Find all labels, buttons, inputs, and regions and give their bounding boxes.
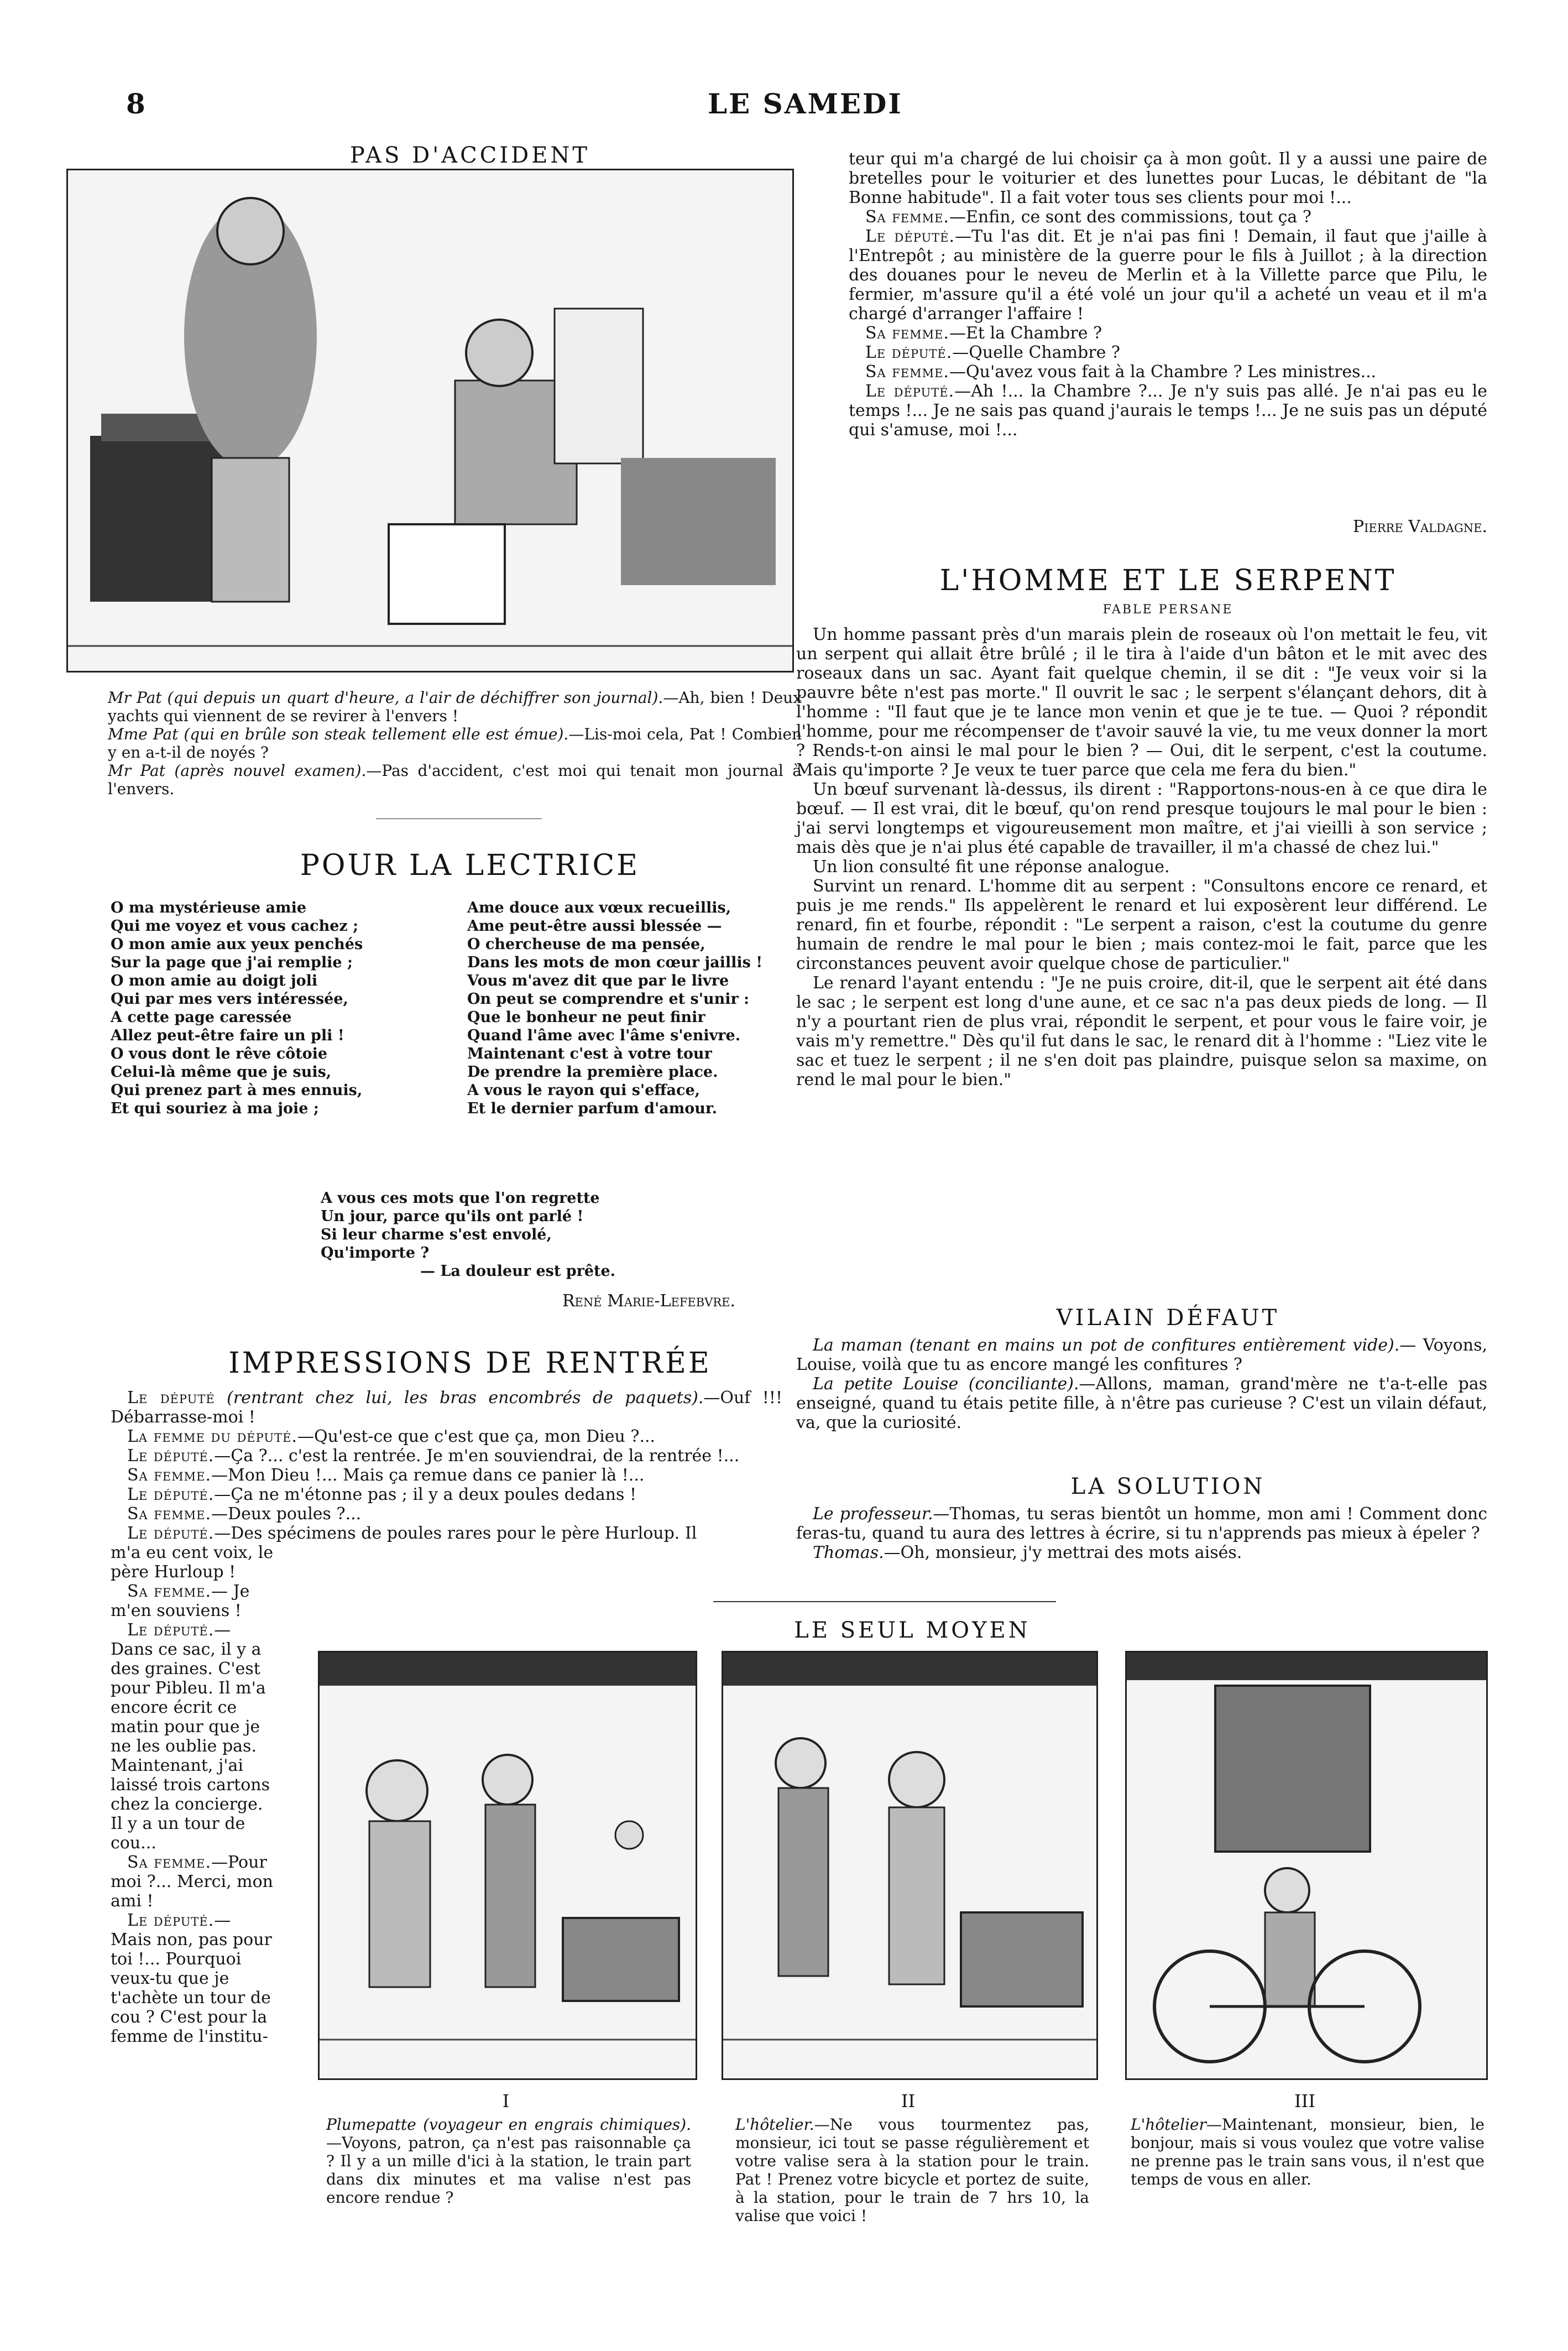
panel-2-drawing <box>723 1653 1096 2078</box>
poem-left-column: O ma mystérieuse amie Qui me voyez et vous cachez ; O mon amie aux yeux penchés Sur la page que j'ai remplie ; O mon amie au doigt joli Qui par mes vers intéressée, A cette page caressée Allez peut-être faire un pli ! O vous dont le rêve côtoie Celui-là même que je suis, Qui prenez part à mes ennuis, Et qui souriez à ma joie ; <box>111 899 363 1117</box>
impressions-narrow-text: m'a eu cent voix, le père Hurloup ! Sa femme.— Je m'en souviens ! Le député.— Dans ce sac, il y a des graines. C'est pour Pibleu. Il m'a encore écrit ce matin pour que je ne les oublie pas. Maintenant, j'ai laissé trois cartons chez la concierge. Il y a un tour de cou... Sa femme.—Pour moi ?... Merci, mon ami ! Le député.— Mais non, pas pour toi !... Pourquoi veux-tu que je t'achète un tour de cou ? C'est pour la femme de l'institu- <box>111 1543 274 2046</box>
accident-caption: Mr Pat (qui depuis un quart d'heure, a l'air de déchiffrer son journal).—Ah, bien ! Deux yachts qui viennent de se revirer à l'envers ! Mme Pat (qui en brûle son steak tellement elle est émue).—Lis-moi cela, Pat ! Combien y en a-t-il de noyés ? Mr Pat (après nouvel examen).—Pas d'accident, c'est moi qui tenait mon journal à l'envers. <box>108 689 802 798</box>
impressions-signature: Pierre Valdagne. <box>1352 517 1487 536</box>
comic-panel-3 <box>1125 1651 1488 2080</box>
comic-panel-2 <box>722 1651 1098 2080</box>
accident-illustration <box>66 169 794 673</box>
accident-title: PAS D'ACCIDENT <box>349 143 590 168</box>
panel-3-number: III <box>1294 2091 1315 2112</box>
serpent-title: L'HOMME ET LE SERPENT <box>939 564 1397 597</box>
lectrice-title: POUR LA LECTRICE <box>300 849 640 882</box>
vilain-title: VILAIN DÉFAUT <box>1056 1305 1280 1331</box>
impressions-wide-text: Le député (rentrant chez lui, les bras encombrés de paquets).—Ouf !!! Débarrasse-moi ! La femme du député.—Qu'est-ce que c'est que ça, mon Dieu ?... Le député.—Ça ?... c'est la rentrée. Je m'en souviendrai, de la rentrée !... Sa femme.—Mon Dieu !... Mais ça remue dans ce panier là !... Le député.—Ça ne m'étonne pas ; il y a deux poules dedans ! Sa femme.—Deux poules ?... Le député.—Des spécimens de poules rares pour le père Hurloup. Il <box>111 1388 783 1543</box>
poem-final-stanza: A vous ces mots que l'on regrette Un jour, parce qu'ils ont parlé ! Si leur charme s'est envolé, Qu'importe ? — La douleur est prête. <box>321 1190 616 1280</box>
impressions-title: IMPRESSIONS DE RENTRÉE <box>228 1347 712 1380</box>
panel-1-number: I <box>502 2091 510 2112</box>
vilain-text: La maman (tenant en mains un pot de confitures entièrement vide).— Voyons, Louise, voilà que tu as encore mangé les confitures ? La petite Louise (conciliante).—Allons, maman, grand'mère ne t'a-t-elle pas enseigné, quand tu étais petite fille, à n'être pas curieuse ? C'est un vilain défaut, va, que la curiosité. <box>796 1336 1487 1432</box>
kitchen-scene-drawing <box>68 170 792 671</box>
serpent-subtitle: FABLE PERSANE <box>1102 603 1234 617</box>
solution-text: Le professeur.—Thomas, tu seras bientôt un homme, mon ami ! Comment donc feras-tu, quand tu aura des lettres à écrire, si tu n'apprends pas mieux à épeler ? Thomas.—Oh, monsieur, j'y mettrai des mots aisés. <box>796 1504 1488 1562</box>
poem-right-column: Ame douce aux vœux recueillis, Ame peut-être aussi blessée — O chercheuse de ma pensée, Dans les mots de mon cœur jaillis ! Vous m'avez dit que par le livre On peut se comprendre et s'unir : Que le bonheur ne peut finir Quand l'âme avec l'âme s'enivre. Maintenant c'est à votre tour De prendre la première place. A vous le rayon qui s'efface, Et le dernier parfum d'amour. <box>467 899 763 1117</box>
panel-2-number: II <box>901 2091 916 2112</box>
panel-3-drawing <box>1127 1653 1486 2078</box>
solution-title: LA SOLUTION <box>1070 1474 1266 1499</box>
seul-moyen-title: LE SEUL MOYEN <box>794 1618 1031 1643</box>
serpent-text: Un homme passant près d'un marais plein de roseaux où l'on mettait le feu, vit un serpent qui allait être brûlé ; il le tira à l'aide d'un bâton et le mit avec des roseaux dans un sac. Ayant fait quelque chemin, il se dit : "Je veux voir si la pauvre bête n'est pas morte." Il ouvrit le sac ; le serpent s'élançant dehors, dit à l'homme : "Il faut que je te lance mon venin et que je te tue. — Quoi ? répondit l'homme, pour me récompenser de t'avoir sauvé la vie, tu me veux donner la mort ? Rends-t-on ainsi le mal pour le bien ? — Oui, dit le serpent, c'est la coutume. Mais qu'importe ? Je veux te tuer parce que cela me fera du bien." Un bœuf survenant là-dessus, ils dirent : "Rapportons-nous-en à ce que dira le bœuf. — Il est vrai, dit le bœuf, qu'on rend presque toujours le mal pour le bien : j'ai servi longtemps et vigoureusement mon maître, et j'ai vieilli à son service ; mais dès que je n'ai plus été capable de travailler, il m'a chassé de chez lui." Un lion consulté fit une réponse analogue. Survint un renard. L'homme dit au serpent : "Consultons encore ce renard, et puis je me rends." Ils appelèrent le renard et lui exposèrent leur différend. Le renard, fin et fourbe, répondit : "Le serpent a raison, c'est la coutume du genre humain de rendre le mal pour le bien ; mais contez-moi le fait, parce que les circonstances peuvent avoir quelque chose de particulier." Le renard l'ayant entendu : "Je ne puis croire, dit-il, que le serpent ait été dans le sac ; le serpent est long d'une aune, et ce sac n'a pas deux pieds de long. — Il n'y a pourtant rien de plus vrai, répondit le serpent, et pour vous le faire voir, je vais m'y remettre." Dès qu'il fut dans le sac, le renard dit à l'homme : "Liez vite le sac et tuez le serpent ; il ne s'en doit pas plaindre, puisque selon sa maxime, on rend le mal pour le bien." <box>796 625 1487 1090</box>
panel-2-caption: L'hôtelier.—Ne vous tourmentez pas, monsieur, ici tout se passe régulièrement et votre valise sera à la station pour le train. Pat ! Prenez votre bicycle et portez de suite, à la station, pour le train de 7 hrs 10, la valise que voici ! <box>735 2115 1089 2225</box>
page-number: 8 <box>126 87 145 120</box>
impressions-continued: teur qui m'a chargé de lui choisir ça à mon goût. Il y a aussi une paire de bretelles pour le voiturier et des lunettes pour Lucas, le débitant de "la Bonne habitude". Il a fait voter tous ses clients pour moi !... Sa femme.—Enfin, ce sont des commissions, tout ça ? Le député.—Tu l'as dit. Et je n'ai pas fini ! Demain, il faut que j'aille à l'Entrepôt ; au ministère de la guerre pour le fils à Juillot ; à la direction des douanes pour le neveu de Merlin et à la Villette parce que Pilu, le fermier, m'assure qu'il a été volé un jour qu'il a acheté un veau et il m'a chargé d'arranger l'affaire ! Sa femme.—Et la Chambre ? Le député.—Quelle Chambre ? Sa femme.—Qu'avez vous fait à la Chambre ? Les ministres... Le député.—Ah !... la Chambre ?... Je n'y suis pas allé. Je n'ai pas eu le temps !... Je ne sais pas quand j'aurais le temps !... Je ne suis pas un député qui s'amuse, moi !... <box>849 149 1487 440</box>
panel-3-caption: L'hôtelier—Maintenant, monsieur, bien, le bonjour, mais si vous voulez que votre valise ne prenne pas le train sans vous, il n'est que temps de vous en aller. <box>1131 2115 1485 2188</box>
masthead-title: LE SAMEDI <box>708 87 903 120</box>
comic-panel-1 <box>318 1651 697 2080</box>
panel-1-caption: Plumepatte (voyageur en engrais chimiques).—Voyons, patron, ça n'est pas raisonnable ça ? Il y a un mille d'ici à la station, le train part dans dix minutes et ma valise n'est pas encore rendue ? <box>326 2115 691 2207</box>
panel-1-drawing <box>320 1653 696 2078</box>
divider <box>713 1601 1056 1602</box>
lectrice-signature: René Marie-Lefebvre. <box>562 1291 735 1311</box>
